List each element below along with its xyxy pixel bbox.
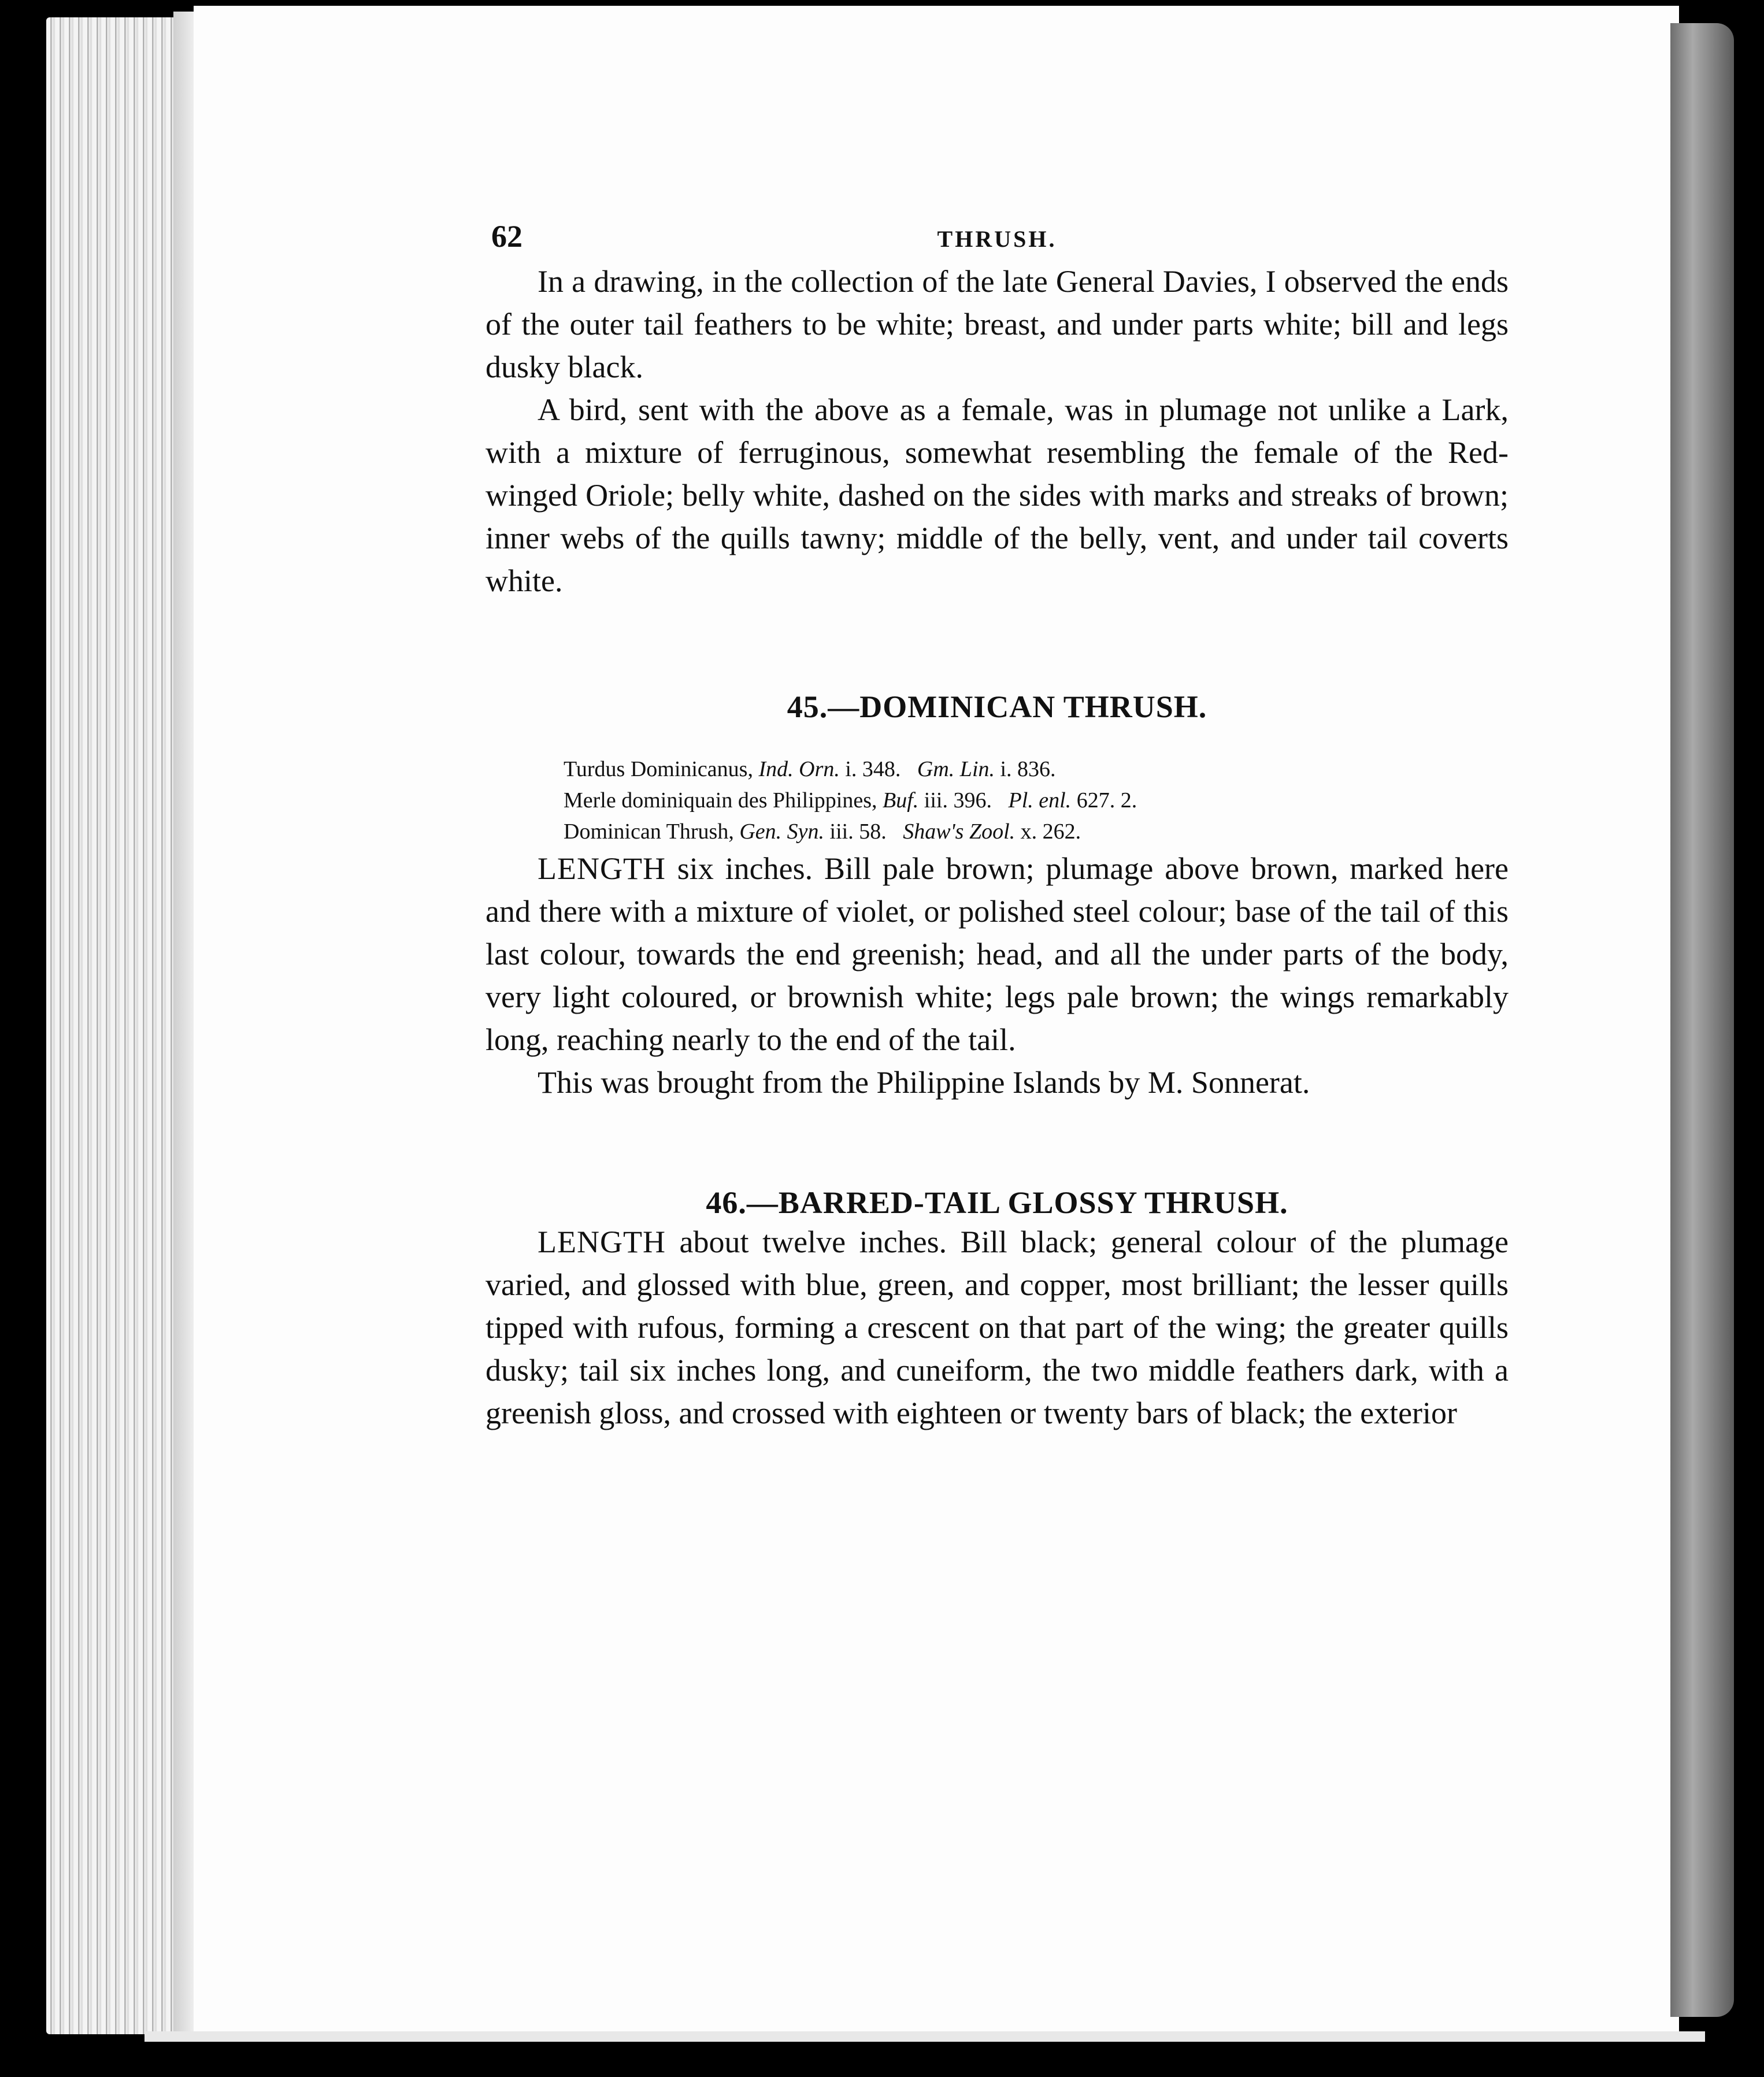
description-45: LENGTH six inches. Bill pale brown; plumage above brown, marked here and there with a mixture of violet, or polished steel colour; base of the tail of this last colour, towards the end greenish; head, and all the under parts of the body, very light coloured, or brownish white; legs pale brown; the wings remarkably long, reaching nearly to the end of the tail. (486, 851, 1509, 1057)
synonym-line: Turdus Dominicanus, Ind. Orn. i. 348. Gm. Lin. i. 836. (564, 757, 1056, 781)
running-head-title: THRUSH. (937, 226, 1057, 252)
page-text-block (486, 208, 1509, 1434)
synonym-line: Merle dominiquain des Philippines, Buf. iii. 396. Pl. enl. 627. 2. (564, 788, 1137, 813)
page-number: 62 (491, 219, 522, 254)
synonym-line: Dominican Thrush, Gen. Syn. iii. 58. Shaw's Zool. x. 262. (564, 819, 1081, 844)
note-45: This was brought from the Philippine Islands by M. Sonnerat. (538, 1065, 1310, 1100)
intro-paragraph-2: A bird, sent with the above as a female, was in plumage not unlike a Lark, with a mixture of ferruginous, somewhat resembling the female of the Red-winged Oriole; belly white, dashed on the sides with marks and streaks of brown; inner webs of the quills tawny; middle of the belly, vent, and under tail coverts white. (486, 392, 1509, 598)
book-bottom-edge (144, 2031, 1705, 2042)
synonymy-list-45 (564, 754, 1509, 847)
book-gutter-shadow (173, 12, 197, 2040)
intro-paragraph-1: In a drawing, in the collection of the late General Davies, I observed the ends of the outer tail feathers to be white; breast, and under parts white; bill and legs dusky black. (486, 264, 1509, 384)
lead-word: LENGTH (538, 1225, 666, 1259)
section-heading-45: 45.—DOMINICAN THRUSH. (787, 689, 1207, 724)
description-46: LENGTH about twelve inches. Bill black; general colour of the plumage varied, and glossed with blue, green, and copper, most brilliant; the lesser quills tipped with rufous, forming a crescent on that part of the wing; the greater quills dusky; tail six inches long, and cuneiform, the two middle feathers dark, with a greenish gloss, and crossed with eighteen or twenty bars of black; the exterior (486, 1225, 1509, 1430)
lead-word: LENGTH (538, 851, 666, 886)
running-head (486, 208, 1509, 260)
book-page-edge-right (1670, 23, 1734, 2017)
section-heading-46: 46.—BARRED-TAIL GLOSSY THRUSH. (706, 1185, 1288, 1220)
